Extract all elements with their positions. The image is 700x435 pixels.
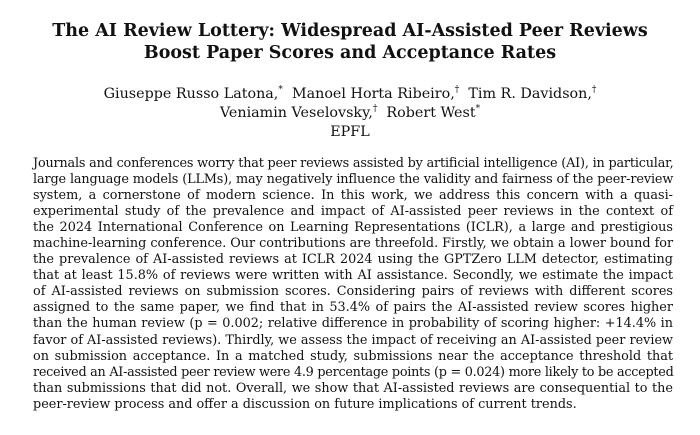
affiliation-mark: * <box>475 104 481 115</box>
author-name <box>386 105 480 121</box>
abstract-line: than the human review (p = 0.002; relative difference in probability of scoring higher: +14.4% in <box>33 316 673 332</box>
abstract <box>33 156 673 413</box>
abstract-line: on submission acceptance. In a matched study, submissions near the acceptance threshold that <box>33 348 673 364</box>
abstract-line: system, a cornerstone of modern science. In this work, we address this concern with a quasi- <box>33 188 673 204</box>
author-name-text: Tim R. Davidson, <box>468 86 592 102</box>
abstract-line: than submissions that did not. Overall, we show that AI-assisted reviews are consequential to the <box>33 380 673 396</box>
affiliation-mark: † <box>454 85 460 96</box>
abstract-line: favor of AI-assisted reviews). Thirdly, we assess the impact of receiving an AI-assisted peer review <box>33 332 673 348</box>
author-name-text: Robert West <box>386 105 476 121</box>
abstract-line: the prevalence of AI-assisted reviews at ICLR 2024 using the GPTZero LLM detector, estimating <box>33 252 673 268</box>
abstract-line: received an AI-assisted peer review were 4.9 percentage points (p = 0.024) more likely to be accepted <box>33 364 674 380</box>
author-line <box>20 85 680 104</box>
author-name-text: Giuseppe Russo Latona, <box>103 86 279 102</box>
abstract-line: peer-review process and offer a discussion on future implications of current trends. <box>33 396 577 412</box>
abstract-line: of AI-assisted reviews on submission scores. Considering pairs of reviews with different scores <box>33 284 673 300</box>
paper-title <box>20 20 680 64</box>
author-name <box>104 86 283 102</box>
affiliation: EPFL <box>330 124 370 140</box>
author-name <box>220 105 377 121</box>
affiliation-mark: † <box>372 104 378 115</box>
abstract-line: machine-learning conference. Our contributions are threefold. Firstly, we obtain a lower bound for <box>33 236 674 252</box>
abstract-line: the 2024 International Conference on Learning Representations (ICLR), a large and prestigious <box>33 220 673 236</box>
author-block <box>20 85 680 142</box>
abstract-line: Journals and conferences worry that peer reviews assisted by artificial intelligence (AI), in particular, <box>33 156 674 171</box>
abstract-line: experimental study of the prevalence and impact of AI-assisted peer reviews in the context of <box>33 204 673 220</box>
title-line: The AI Review Lottery: Widespread AI-Assisted Peer Reviews <box>52 21 648 41</box>
affiliation-mark: * <box>278 85 283 96</box>
author-name <box>292 86 459 102</box>
author-name-text: Veniamin Veselovsky, <box>219 105 373 121</box>
author-name-text: Manoel Horta Ribeiro, <box>291 86 455 102</box>
author-name <box>468 86 596 102</box>
affiliation-mark: † <box>591 85 597 96</box>
author-line <box>20 104 680 123</box>
title-line: Boost Paper Scores and Acceptance Rates <box>143 43 557 63</box>
abstract-line: large language models (LLMs), may negatively influence the validity and fairness of the peer-review <box>33 172 674 188</box>
abstract-line: assigned to the same paper, we find that in 53.4% of pairs the AI-assisted review scores higher <box>33 300 673 316</box>
abstract-line: that at least 15.8% of reviews were written with AI assistance. Secondly, we estimate the impact <box>33 268 673 284</box>
